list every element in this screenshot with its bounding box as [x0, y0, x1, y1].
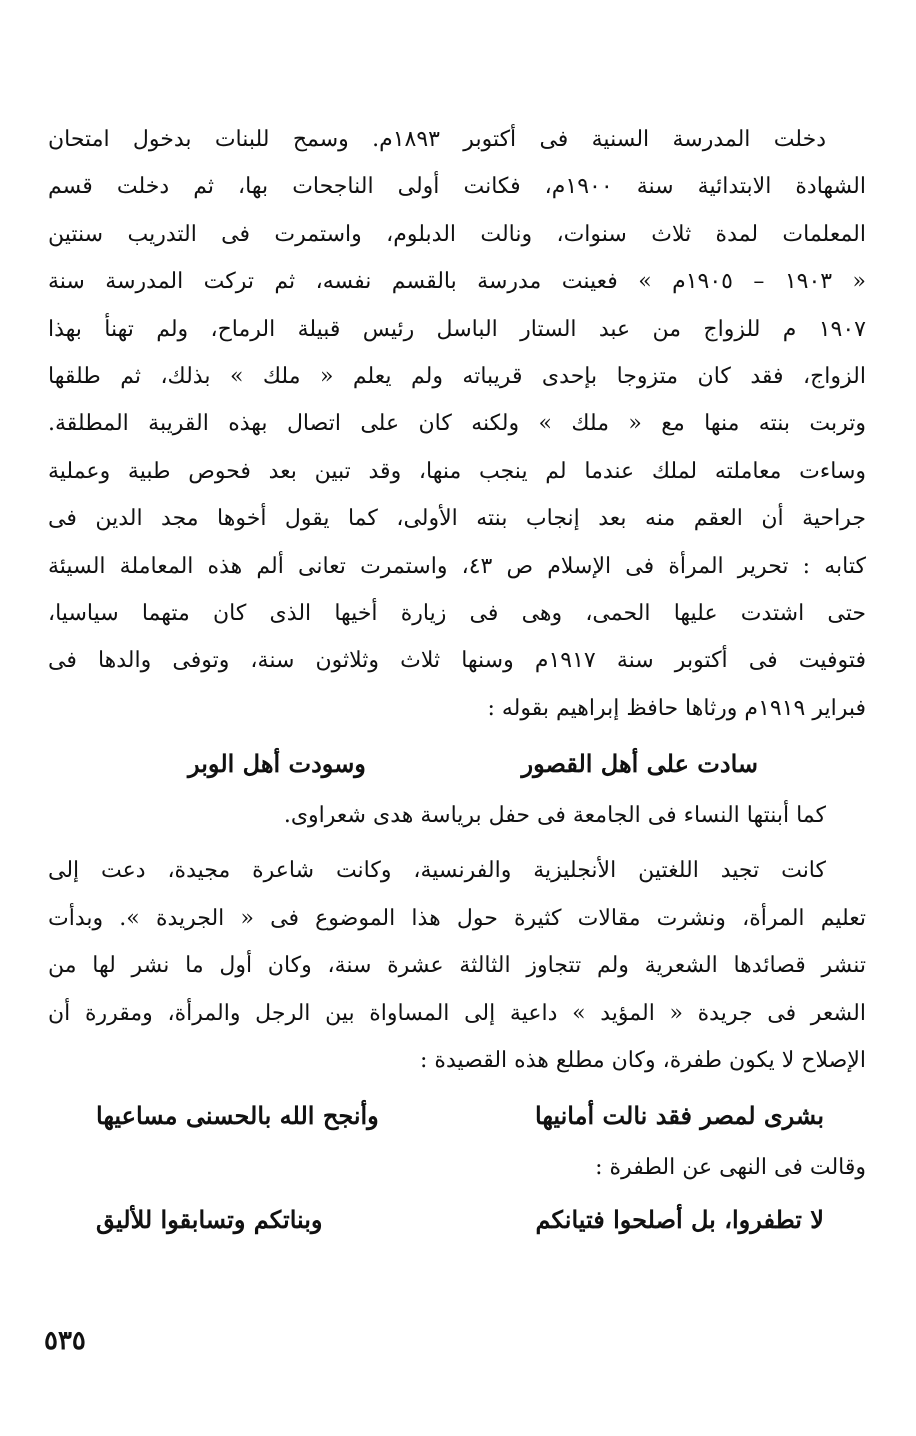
text-line: جراحية أن العقم منه بعد إنجاب بنته الأولى، كما يقول أخوها مجد الدين فى	[48, 506, 866, 532]
text-line: كما أبنتها النساء فى الجامعة فى حفل برياسة هدى شعراوى.	[283, 803, 826, 829]
text-line: المعلمات لمدة ثلاث سنوات، ونالت الدبلوم، واستمرت فى التدريب سنتين	[48, 221, 866, 247]
verse-second-hemistich: وأنجح الله بالحسنى مساعيها	[96, 1101, 379, 1131]
body-text	[48, 116, 866, 1248]
verse-first-hemistich: لا تطفروا، بل أصلحوا فتيانكم	[535, 1204, 824, 1234]
text-line: فبراير ١٩١٩م ورثاها حافظ إبراهيم بقوله :	[487, 695, 866, 721]
verse-reform	[48, 1192, 866, 1248]
text-line: كانت تجيد اللغتين الأنجليزية والفرنسية، وكانت شاعرة مجيدة، دعت إلى	[48, 858, 826, 884]
text-line: « ١٩٠٣ – ١٩٠٥م » فعينت مدرسة بالقسم نفسه، ثم تركت المدرسة سنة	[48, 269, 866, 295]
text-line: وساءت معاملته لملك عندما لم ينجب منها، وقد تبين بعد فحوص طبية وعملية	[48, 458, 866, 484]
text-line: تنشر قصائدها الشعرية ولم تتجاوز الثالثة عشرة سنة، وكان أول ما نشر لها من	[48, 953, 866, 979]
paragraph-poetry	[48, 847, 866, 1084]
text-line: تعليم المرأة، ونشرت مقالات كثيرة حول هذا الموضوع فى « الجريدة ». وبدأت	[48, 905, 866, 931]
verse-first-hemistich: سادت على أهل القصور	[521, 749, 758, 779]
text-line: ١٩٠٧ م للزواج من عبد الستار الباسل رئيس قبيلة الرماح، ولم تهنأ بهذا	[48, 316, 866, 342]
text-line: الشهادة الابتدائية سنة ١٩٠٠م، فكانت أولى الناجحات بها، ثم دخلت قسم	[48, 174, 866, 200]
text-line: وتربت بنته منها مع « ملك » ولكنه كان على اتصال بهذه القريبة المطلقة.	[48, 411, 866, 437]
text-line: وقالت فى النهى عن الطفرة :	[595, 1155, 866, 1181]
text-line: حتى اشتدت عليها الحمى، وهى فى زيارة أخيها الذى كان متهما سياسيا،	[48, 600, 866, 626]
verse-second-hemistich: وبناتكم وتسابقوا للأليق	[96, 1204, 323, 1234]
verse-second-hemistich: وسودت أهل الوبر	[188, 749, 366, 779]
paragraph-biography	[48, 116, 866, 732]
verse-opening	[48, 1088, 866, 1144]
text-line: الشعر فى جريدة « المؤيد » داعية إلى المساواة بين الرجل والمرأة، ومقررة أن	[48, 1000, 866, 1026]
verse-lament	[48, 736, 866, 792]
text-line: الإصلاح لا يكون طفرة، وكان مطلع هذه القصيدة :	[420, 1048, 866, 1074]
text-line: دخلت المدرسة السنية فى أكتوبر ١٨٩٣م. وسمح للبنات بدخول امتحان	[48, 127, 826, 152]
text-line: كتابه : تحرير المرأة فى الإسلام ص ٤٣، واستمرت تعانى ألم هذه المعاملة السيئة	[48, 553, 866, 579]
text-line: فتوفيت فى أكتوبر سنة ١٩١٧م وسنها ثلاث وثلاثون سنة، وتوفى والدها فى	[48, 648, 866, 674]
text-line: الزواج، فقد كان متزوجا بإحدى قريباته ولم يعلم « ملك » بذلك، ثم طلقها	[48, 363, 866, 389]
page-number: ٥٣٥	[44, 1326, 86, 1356]
verse-first-hemistich: بشرى لمصر فقد نالت أمانيها	[535, 1101, 824, 1131]
